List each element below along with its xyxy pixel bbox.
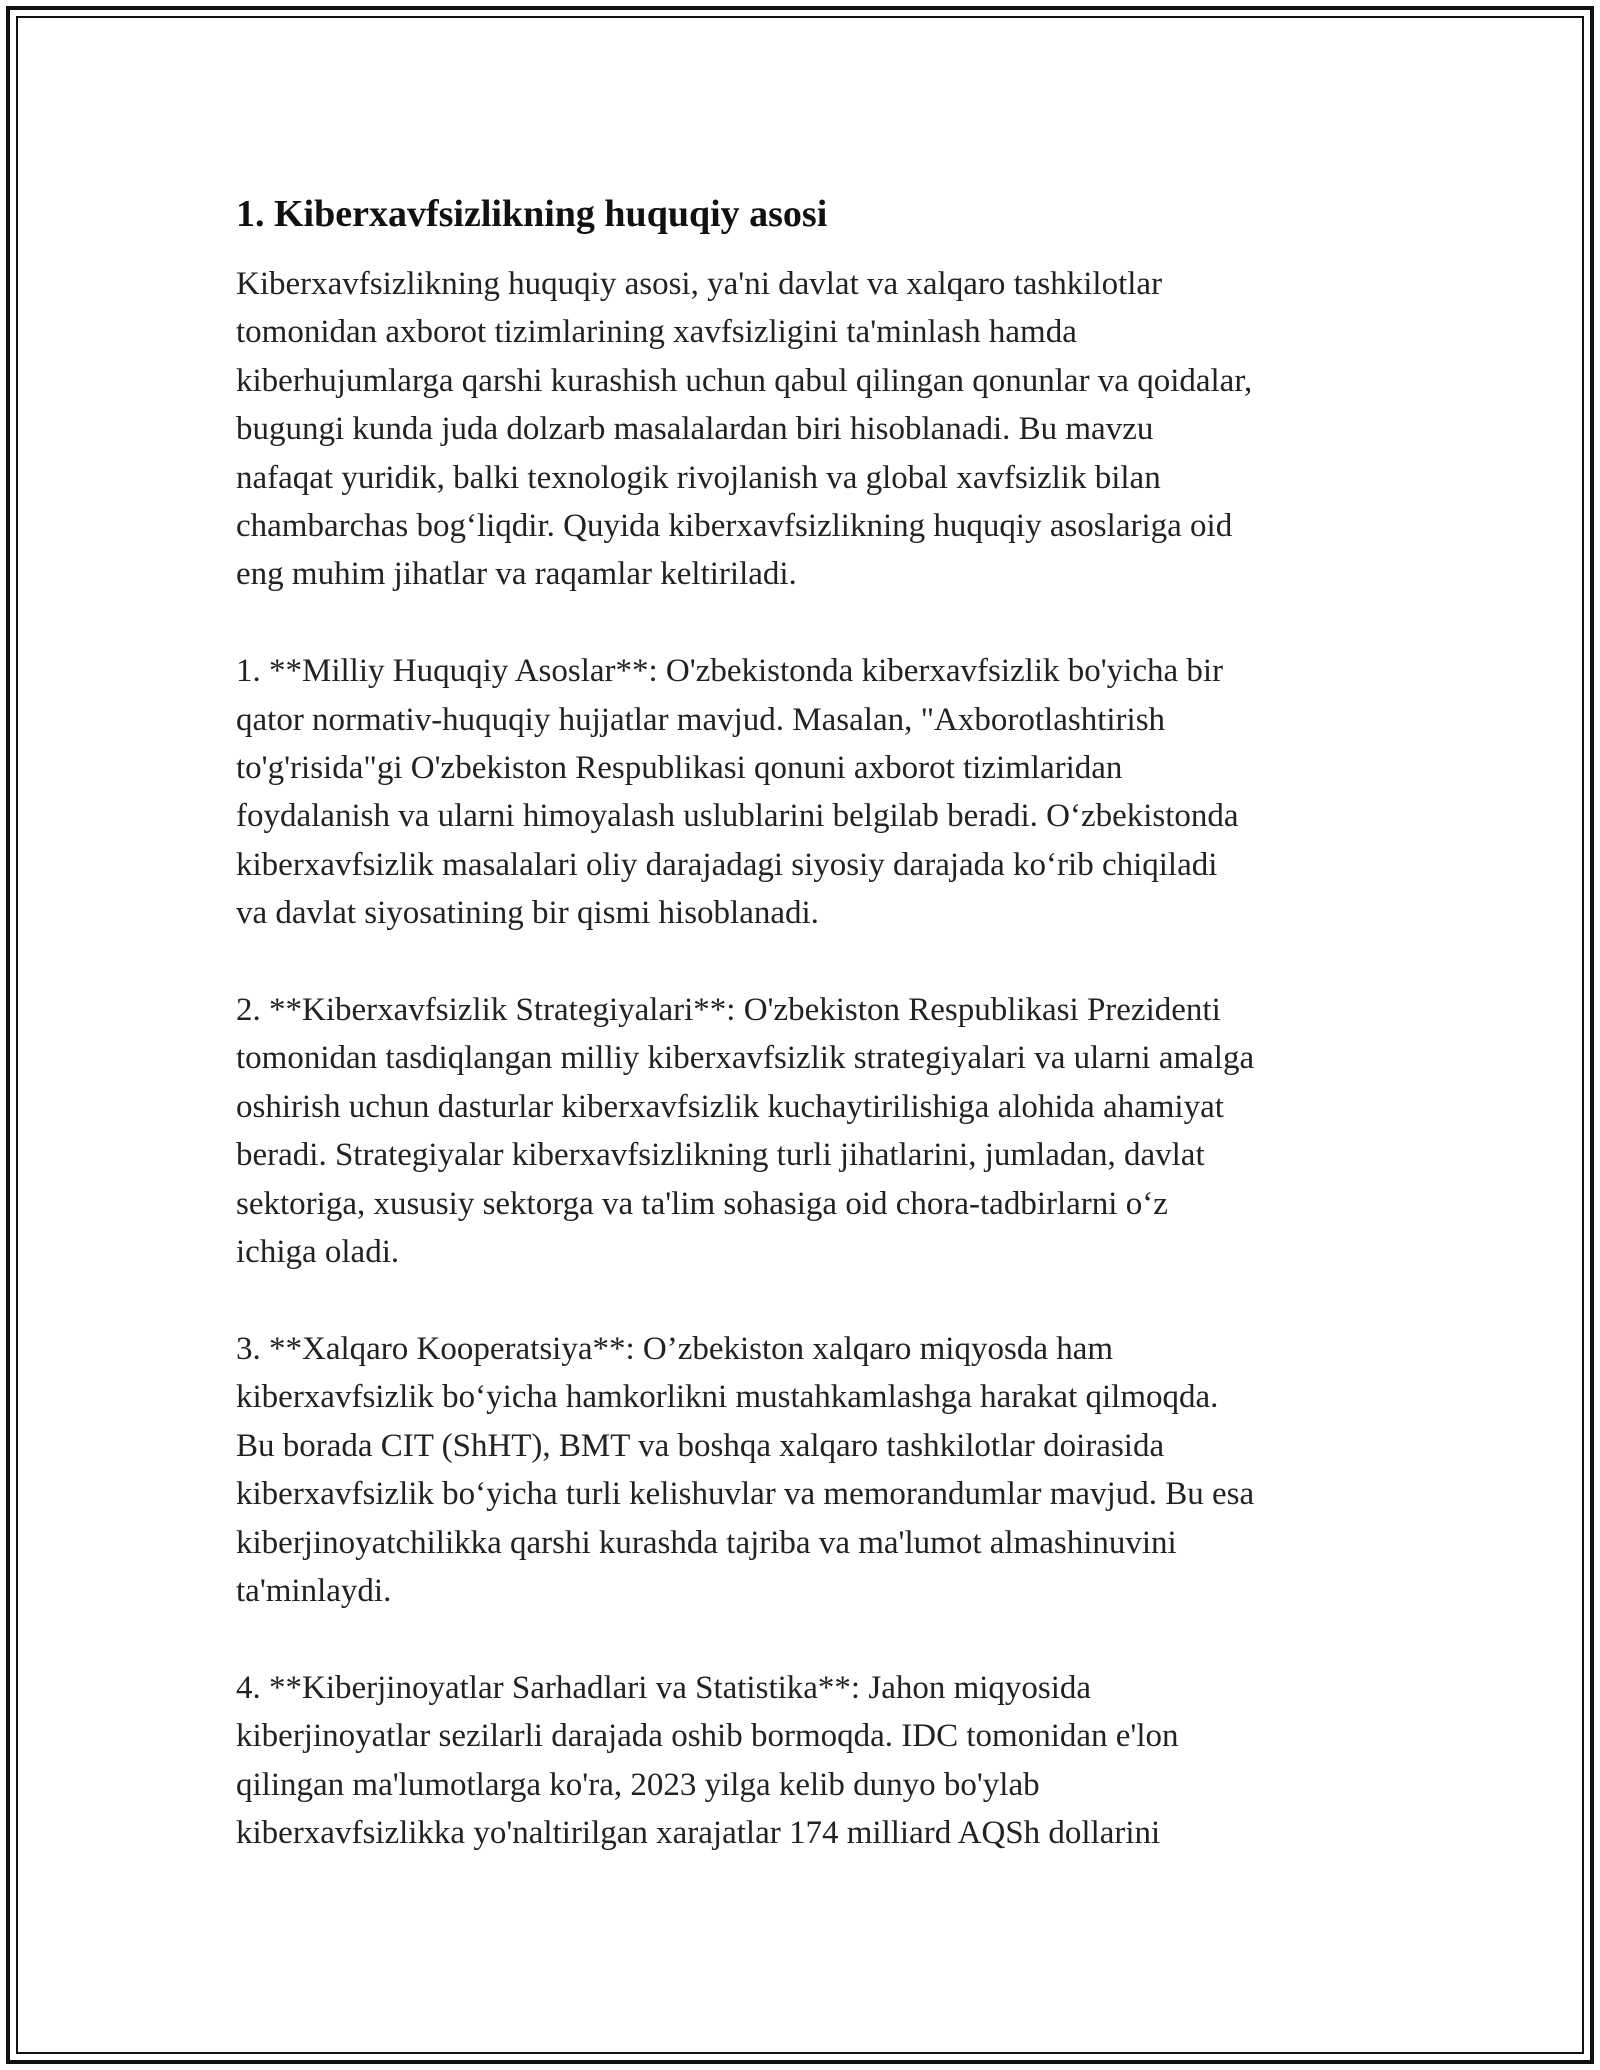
document-body bbox=[236, 188, 1384, 1857]
text-line: kiberxavfsizlik masalalari oliy darajadagi siyosiy darajada ko‘rib chiqiladi bbox=[236, 846, 1218, 883]
text-line: kiberhujumlarga qarshi kurashish uchun qabul qilingan qonunlar va qoidalar, bbox=[236, 362, 1253, 399]
text-line: va davlat siyosatining bir qismi hisoblanadi. bbox=[236, 895, 819, 932]
intro-paragraph bbox=[236, 260, 1384, 599]
section-3-paragraph bbox=[236, 1325, 1384, 1615]
text-line: 2. **Kiberxavfsizlik Strategiyalari**: O'zbekiston Respublikasi Prezidenti bbox=[236, 992, 1221, 1029]
text-line: oshirish uchun dasturlar kiberxavfsizlik kuchaytirilishiga alohida ahamiyat bbox=[236, 1088, 1224, 1125]
section-1-paragraph bbox=[236, 647, 1384, 937]
text-line: kiberxavfsizlikka yo'naltirilgan xarajatlar 174 milliard AQSh dollarini bbox=[236, 1814, 1161, 1851]
text-line: Bu borada CIT (ShHT), BMT va boshqa xalqaro tashkilotlar doirasida bbox=[236, 1427, 1165, 1464]
text-line: 1. **Milliy Huquqiy Asoslar**: O'zbekistonda kiberxavfsizlik bo'yicha bir bbox=[236, 653, 1224, 690]
text-line: 4. **Kiberjinoyatlar Sarhadlari va Statistika**: Jahon miqyosida bbox=[236, 1669, 1092, 1706]
text-line: sektoriga, xususiy sektorga va ta'lim sohasiga oid chora-tadbirlarni o‘z bbox=[236, 1185, 1168, 1222]
text-line: kiberxavfsizlik bo‘yicha hamkorlikni mustahkamlashga harakat qilmoqda. bbox=[236, 1379, 1219, 1416]
section-2-paragraph bbox=[236, 986, 1384, 1276]
text-line: tomonidan tasdiqlangan milliy kiberxavfsizlik strategiyalari va ularni amalga bbox=[236, 1040, 1255, 1077]
text-line: qator normativ-huquqiy hujjatlar mavjud. Masalan, "Axborotlashtirish bbox=[236, 701, 1166, 738]
text-line: foydalanish va ularni himoyalash uslublarini belgilab beradi. O‘zbekistonda bbox=[236, 798, 1239, 835]
text-line: ta'minlaydi. bbox=[236, 1572, 392, 1609]
text-line: kiberxavfsizlik bo‘yicha turli kelishuvlar va memorandumlar mavjud. Bu esa bbox=[236, 1476, 1255, 1513]
text-line: tomonidan axborot tizimlarining xavfsizligini ta'minlash hamda bbox=[236, 314, 1077, 351]
text-line: beradi. Strategiyalar kiberxavfsizlikning turli jihatlarini, jumladan, davlat bbox=[236, 1137, 1205, 1174]
text-line: kiberjinoyatlar sezilarli darajada oshib bormoqda. IDC tomonidan e'lon bbox=[236, 1718, 1179, 1755]
section-4-paragraph bbox=[236, 1664, 1384, 1858]
text-line: kiberjinoyatchilikka qarshi kurashda tajriba va ma'lumot almashinuvini bbox=[236, 1524, 1177, 1561]
text-line: nafaqat yuridik, balki texnologik rivojlanish va global xavfsizlik bilan bbox=[236, 459, 1161, 496]
text-line: to'g'risida"gi O'zbekiston Respublikasi qonuni axborot tizimlaridan bbox=[236, 750, 1123, 787]
text-line: qilingan ma'lumotlarga ko'ra, 2023 yilga kelib dunyo bo'ylab bbox=[236, 1766, 1040, 1803]
text-line: 3. **Xalqaro Kooperatsiya**: O’zbekiston xalqaro miqyosda ham bbox=[236, 1330, 1114, 1367]
text-line: eng muhim jihatlar va raqamlar keltiriladi. bbox=[236, 556, 797, 593]
text-line: ichiga oladi. bbox=[236, 1234, 400, 1271]
page-title: 1. Kiberxavfsizlikning huquqiy asosi bbox=[236, 193, 828, 235]
text-line: Kiberxavfsizlikning huquqiy asosi, ya'ni davlat va xalqaro tashkilotlar bbox=[236, 266, 1163, 302]
text-line: bugungi kunda juda dolzarb masalalardan biri hisoblanadi. Bu mavzu bbox=[236, 411, 1154, 448]
text-line: chambarchas bog‘liqdir. Quyida kiberxavfsizlikning huquqiy asoslariga oid bbox=[236, 508, 1233, 545]
